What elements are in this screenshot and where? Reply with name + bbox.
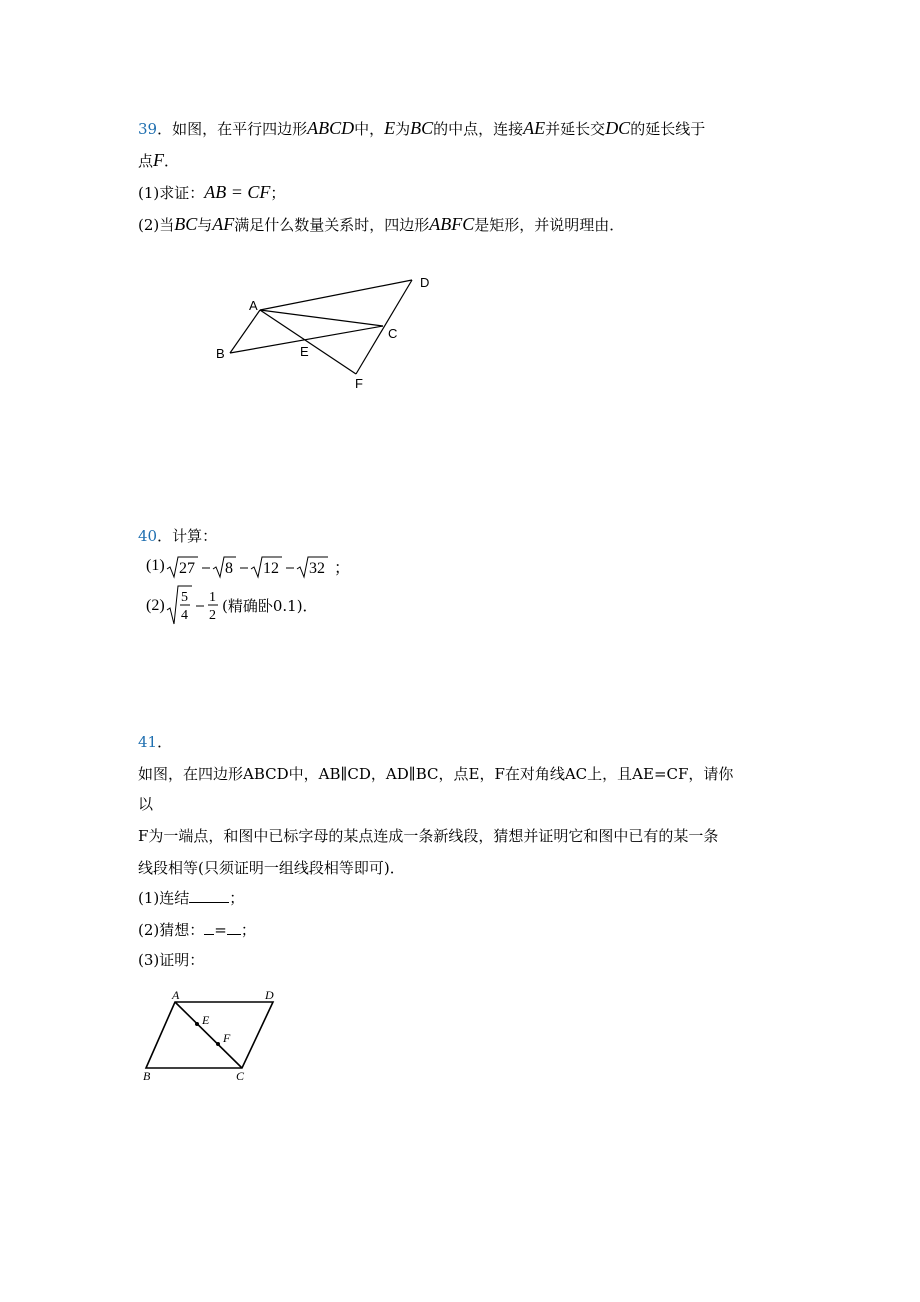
q41-line3: F为一端点，和图中已标字母的某点连成一条新线段，猜想并证明它和图中已有的某一条 (138, 827, 719, 845)
diagonal-ac (175, 1002, 242, 1068)
q40-number: 40 (138, 527, 158, 545)
label-f: F (223, 1031, 231, 1045)
radicand-32: 32 (309, 560, 325, 577)
label-d: D (420, 275, 430, 290)
label-a: A (249, 298, 258, 313)
q41-part2: (2)猜想： = ； (138, 921, 256, 939)
q39-part1: (1)求证：AB = CF； (138, 182, 286, 202)
label-c: C (236, 1069, 245, 1083)
label-e: E (202, 1013, 210, 1027)
radicand-27: 27 (179, 560, 195, 577)
point-e (195, 1022, 199, 1026)
q40-title: 40．计算： (138, 527, 218, 545)
label-e: E (300, 344, 309, 359)
radicand-8: 8 (225, 560, 233, 577)
q41-line1: 如图，在四边形ABCD中，AB∥CD，AD∥BC，点E，F在对角线AC上，且AE=CF，请你 (138, 765, 734, 783)
frac2-den: 2 (209, 608, 216, 623)
q40-part1: (1) (146, 557, 165, 574)
q41-line2: 以 (138, 795, 154, 813)
q40-part2-suffix: (精确卧0.1)． (222, 597, 318, 615)
q41-part1: (1)连结 ； (138, 889, 245, 907)
label-c: C (388, 326, 398, 341)
label-b: B (143, 1069, 151, 1083)
frac2-num: 1 (209, 590, 216, 605)
frac1-num: 5 (181, 590, 188, 605)
q41-number: 41 (138, 733, 158, 751)
frac1-den: 4 (181, 608, 188, 623)
label-a: A (172, 988, 180, 1002)
q39-line1: 39．如图，在平行四边形ABCD中，E为BC的中点，连接AE并延长交DC的延长线于 (138, 118, 706, 138)
q40-part2: (2) (146, 597, 165, 614)
label-b: B (216, 346, 225, 361)
q41-part3: (3)证明： (138, 951, 205, 969)
q39-part2: (2)当BC与AF满足什么数量关系时，四边形ABFC是矩形，并说明理由． (138, 214, 625, 234)
q39-number: 39 (138, 120, 158, 138)
q39-line2: 点F． (138, 150, 180, 170)
radicand-12: 12 (263, 560, 279, 577)
label-f: F (355, 376, 363, 391)
point-f (216, 1042, 220, 1046)
label-d: D (265, 988, 274, 1002)
q41-line4: 线段相等(只须证明一组线段相等即可)． (138, 859, 405, 877)
q41-number-line: 41． (138, 733, 173, 751)
q40-part1-suffix: ； (334, 560, 351, 577)
